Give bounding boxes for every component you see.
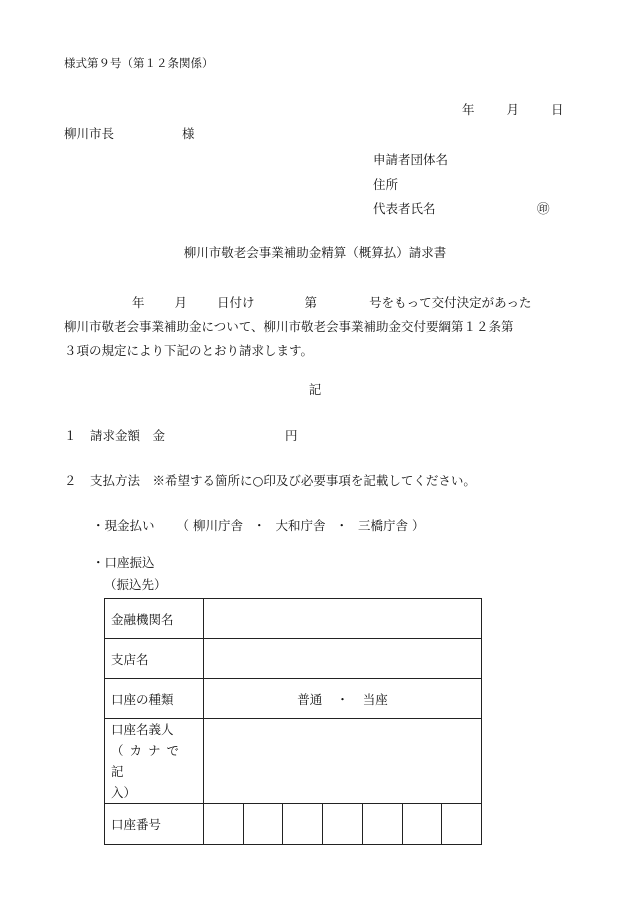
- body-rest: 号をもって交付決定があった: [369, 295, 532, 310]
- cash-close-paren: ）: [412, 518, 425, 533]
- cash-payment-line: [92, 520, 425, 533]
- institution-field[interactable]: [204, 599, 482, 639]
- account-digit-cell[interactable]: [402, 804, 442, 844]
- account-digit-cell[interactable]: [243, 804, 283, 844]
- item-2-label: 支払方法 ※希望する箇所に○印及び必要事項を記載してください。: [90, 473, 476, 488]
- branch-field[interactable]: [204, 639, 482, 679]
- account-number-field: [204, 804, 482, 845]
- item-1-yen: 円: [285, 428, 298, 443]
- account-digit-cell[interactable]: [282, 804, 322, 844]
- branch-label: 支店名: [105, 639, 204, 679]
- date-day: 日: [551, 102, 564, 117]
- applicant-address-label: 住所: [373, 177, 399, 192]
- item-1-amount: [64, 430, 298, 443]
- cash-option-yanagawa[interactable]: 柳川庁舎: [193, 518, 244, 533]
- cash-payment-label: ・現金払い: [92, 518, 155, 533]
- addressee-honorific: 様: [182, 126, 195, 141]
- account-holder-line-2: （カナで記: [111, 743, 186, 779]
- applicant-organization-label: 申請者団体名: [373, 152, 449, 167]
- cash-option-mitsuhashi[interactable]: 三橋庁舎: [358, 518, 409, 533]
- institution-label: 金融機関名: [105, 599, 204, 639]
- body-line-1: [64, 291, 564, 315]
- cash-option-yamato[interactable]: 大和庁舎: [275, 518, 326, 533]
- cash-separator-1: ・: [253, 518, 266, 533]
- item-2-payment-method: [64, 475, 476, 488]
- account-holder-line-3: 入）: [111, 785, 137, 800]
- body-line-2: 柳川市敬老会事業補助金について、柳川市敬老会事業補助金交付要綱第１２条第: [64, 319, 514, 334]
- addressee: [64, 128, 195, 141]
- date-year: 年: [462, 102, 475, 117]
- bank-account-table: [104, 598, 482, 845]
- account-digit-cell[interactable]: [362, 804, 402, 844]
- form-number: 様式第９号（第１２条関係）: [64, 56, 214, 70]
- account-type-futsu[interactable]: 普通: [297, 691, 323, 707]
- account-digit-cell[interactable]: [322, 804, 362, 844]
- account-digit-cell[interactable]: [204, 804, 243, 844]
- item-2-number: ２: [64, 473, 77, 488]
- document-title: 柳川市敬老会事業補助金精算（概算払）請求書: [183, 245, 447, 260]
- account-digit-cell[interactable]: [441, 804, 481, 844]
- account-type-separator: ・: [336, 691, 349, 707]
- date-line: [462, 104, 564, 117]
- body-line-3: ３項の規定により下記のとおり請求します。: [64, 343, 314, 358]
- body-year: 年: [132, 295, 145, 310]
- seal-mark: ㊞: [537, 201, 550, 216]
- body-text: [64, 291, 564, 363]
- addressee-name: 柳川市長: [64, 126, 115, 141]
- body-month: 月: [174, 295, 188, 310]
- date-month: 月: [506, 102, 520, 117]
- ki-heading: 記: [308, 382, 322, 397]
- account-type-label: 口座の種類: [105, 679, 204, 719]
- account-type-options: [204, 679, 482, 719]
- account-holder-field[interactable]: [204, 719, 482, 804]
- transfer-label: ・口座振込: [92, 555, 155, 570]
- item-1-label: 請求金額 金: [90, 428, 166, 443]
- body-dated: 日付け: [217, 295, 255, 310]
- account-holder-line-1: 口座名義人: [111, 722, 174, 737]
- cash-open-paren: （: [176, 518, 190, 533]
- transfer-sub-label: （振込先）: [104, 577, 167, 592]
- cash-separator-2: ・: [335, 518, 349, 533]
- body-dai: 第: [304, 295, 318, 310]
- account-number-digits: [204, 804, 481, 844]
- account-type-toza[interactable]: 当座: [362, 691, 388, 707]
- item-1-number: １: [64, 428, 77, 443]
- applicant-representative-label: 代表者氏名: [373, 201, 436, 216]
- account-number-label: 口座番号: [105, 804, 204, 845]
- account-holder-label: [105, 719, 204, 804]
